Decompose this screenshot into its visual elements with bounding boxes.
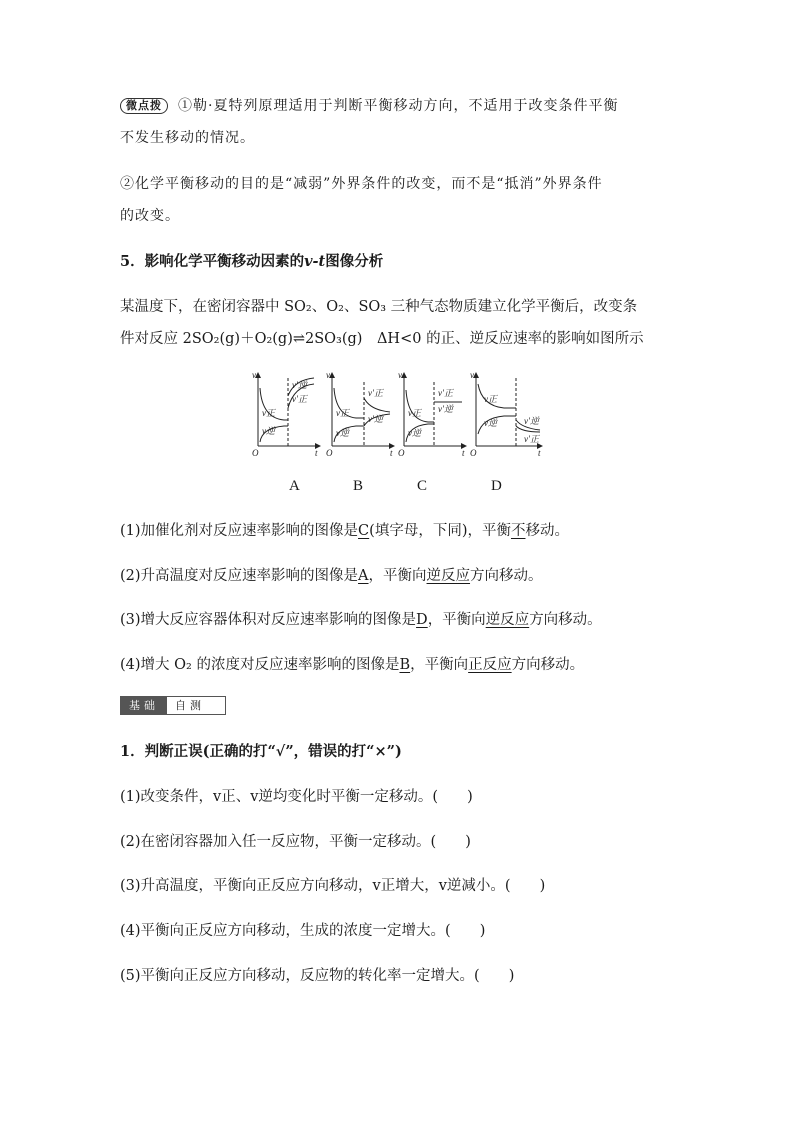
banner-right: 自测 — [167, 697, 213, 714]
v-reverse-label-a: v逆 — [262, 426, 275, 436]
q-text: (4)增大 O₂ 的浓度对反应速率影响的图像是 — [120, 657, 400, 673]
q-answer: C — [358, 523, 370, 539]
axis-v-label-b: v — [326, 370, 330, 380]
v-prime-label-c2: v′逆 — [438, 404, 453, 414]
q-text: (1)加催化剂对反应速率影响的图像是 — [120, 523, 359, 539]
q-text: 方向移动。 — [470, 568, 543, 584]
q-text: ，平衡向 — [410, 657, 469, 673]
question-3 — [120, 610, 602, 630]
v-reverse-label-d: v逆 — [484, 418, 497, 428]
axis-t-label-d: t — [538, 448, 541, 458]
q-text: ，平衡向 — [427, 612, 486, 628]
q-answer: B — [399, 657, 411, 673]
v-forward-prime-label-d: v′正 — [524, 434, 539, 444]
q-answer: 逆反应 — [485, 612, 530, 628]
v-forward-label-d: v正 — [484, 394, 497, 404]
note-paragraph-1a — [120, 96, 618, 116]
judge-item-5: (5)平衡向正反应方向移动，反应物的转化率一定增大。( ) — [120, 968, 515, 984]
panel-label-d: D — [491, 478, 502, 494]
q-text: 移动。 — [525, 523, 569, 539]
axis-t-label-b: t — [390, 448, 393, 458]
note-text: ①勒·夏特列原理适用于判断平衡移动方向，不适用于改变条件平衡 — [178, 98, 619, 114]
axis-v-label-a: v — [252, 370, 256, 380]
self-test-banner — [120, 696, 226, 715]
axis-t-label-c: t — [462, 448, 465, 458]
v-prime-label-c: v′正 — [438, 388, 453, 398]
v-forward-prime-label-a: v′正 — [292, 394, 307, 404]
panel-label-c: C — [417, 478, 428, 494]
panel-label-a: A — [289, 478, 300, 494]
q-answer: D — [416, 612, 428, 628]
q-text: (填字母，下同)，平衡 — [369, 523, 511, 539]
q-answer: 逆反应 — [426, 568, 471, 584]
axis-v-label-d: v — [470, 370, 474, 380]
judge-title: 1．判断正误(正确的打“√”，错误的打“×”) — [120, 743, 402, 760]
question-2 — [120, 566, 543, 586]
v-forward-label-a: v正 — [262, 408, 275, 418]
judge-item-4: (4)平衡向正反应方向移动，生成的浓度一定增大。( ) — [120, 923, 486, 939]
title-post: 图像分析 — [325, 253, 384, 270]
v-reverse-label-b: v逆 — [336, 428, 349, 438]
banner-left: 基础 — [121, 697, 167, 714]
v-reverse-prime-label-d: v′逆 — [524, 416, 539, 426]
q-text: (3)增大反应容器体积对反应速率影响的图像是 — [120, 612, 417, 628]
note-paragraph-1b: 不发生移动的情况。 — [120, 130, 255, 146]
q-answer: A — [358, 568, 369, 584]
v-reverse-label-c: v逆 — [408, 428, 421, 438]
section-5-title — [120, 252, 383, 272]
q-text: ，平衡向 — [368, 568, 427, 584]
q-text: 方向移动。 — [529, 612, 602, 628]
v-forward-prime-label-b: v′正 — [368, 388, 383, 398]
judge-item-2: (2)在密闭容器加入任一反应物，平衡一定移动。( ) — [120, 834, 471, 850]
judge-item-3: (3)升高温度，平衡向正反应方向移动，v正增大，v逆减小。( ) — [120, 878, 546, 894]
note-tag: 微点拨 — [120, 98, 168, 114]
v-forward-label-c: v正 — [408, 408, 421, 418]
title-pre: 5．影响化学平衡移动因素的 — [120, 253, 305, 270]
note-paragraph-2b: 的改变。 — [120, 208, 180, 224]
origin-label-a: O — [252, 448, 259, 458]
v-reverse-prime-label-a: v′逆 — [292, 380, 307, 390]
q-answer: 不 — [510, 523, 526, 539]
question-1 — [120, 521, 569, 541]
q-text: (2)升高温度对反应速率影响的图像是 — [120, 568, 359, 584]
intro-line-2: 件对反应 2SO₂(g)＋O₂(g)⇌2SO₃(g) ΔH<0 的正、逆反应速率的影响如图所示 — [120, 331, 644, 347]
origin-label-b: O — [326, 448, 333, 458]
question-4 — [120, 655, 584, 675]
q-answer: 正反应 — [468, 657, 512, 673]
title-vt: v-t — [304, 253, 326, 270]
v-forward-label-b: v正 — [336, 408, 349, 418]
panel-label-b: B — [353, 478, 364, 494]
banner-tail — [213, 697, 225, 714]
judge-item-1: (1)改变条件，v正、v逆均变化时平衡一定移动。( ) — [120, 789, 473, 805]
origin-label-c: O — [398, 448, 405, 458]
v-reverse-prime-label-b: v′逆 — [368, 414, 383, 424]
intro-line-1: 某温度下，在密闭容器中 SO₂、O₂、SO₃ 三种气态物质建立化学平衡后，改变条 — [120, 299, 638, 315]
origin-label-d: O — [470, 448, 477, 458]
note-paragraph-2a: ②化学平衡移动的目的是“减弱”外界条件的改变，而不是“抵消”外界条件 — [120, 176, 603, 192]
vt-diagrams — [248, 368, 548, 458]
axis-t-label-a: t — [315, 448, 318, 458]
axis-v-label-c: v — [398, 370, 402, 380]
q-text: 方向移动。 — [511, 657, 585, 673]
